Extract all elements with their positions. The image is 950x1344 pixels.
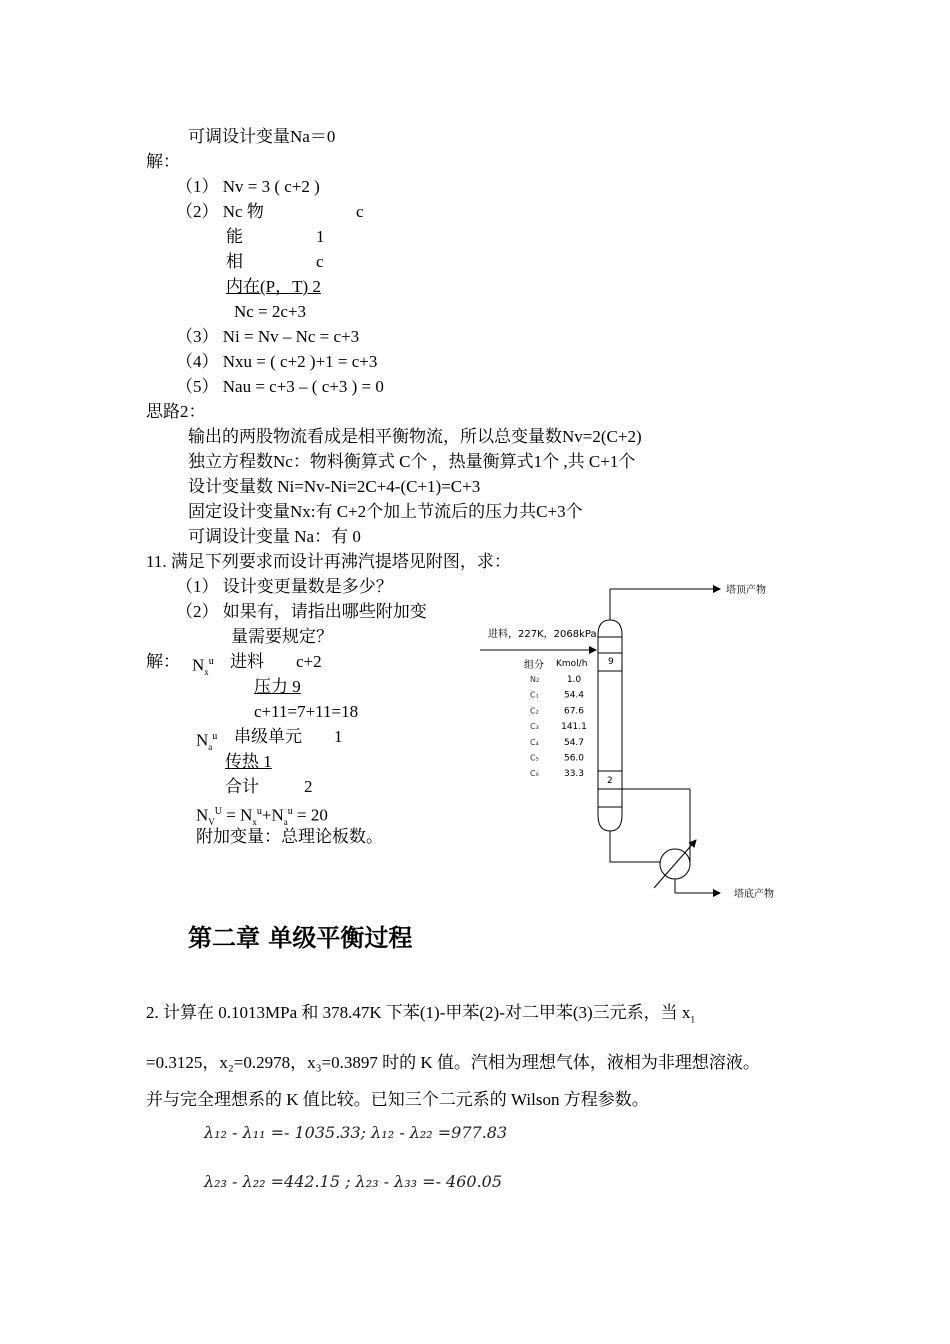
cascade-unit-label: 串级单元 xyxy=(234,727,302,746)
approach-line-2: 独立方程数Nc：物料衡算式 C个 ，热量衡算式1个 ,共 C+1个 xyxy=(188,452,636,471)
na-symbol: $N_a^u$ xyxy=(196,730,218,753)
wilson-equation-2: λ₂₃ - λ₂₂ =442.15 ; λ₂₃ - λ₃₃ =- 460.05 xyxy=(204,1172,503,1191)
component-flow: 141.1 xyxy=(561,722,587,733)
approach-2-label: 思路2： xyxy=(146,402,206,421)
problem-2-line-2: =0.3125，x₂=0.2978，x₃=0.3897 时的 K 值。汽相为理想气体，液相为非理想溶液。 xyxy=(146,1053,760,1072)
phase-value: c xyxy=(316,252,324,271)
component-name: C₄ xyxy=(530,737,539,747)
additional-variable: 附加变量：总理论板数。 xyxy=(196,827,383,846)
component-flow: 67.6 xyxy=(563,706,585,717)
component-name: C₁ xyxy=(530,690,539,700)
bottom-product-label: 塔底产物 xyxy=(734,889,774,900)
problem-2-line-1: 2. 计算在 0.1013MPa 和 378.47K 下苯(1)-甲苯(2)-对二甲苯(3)三元系，当 $x_1$ xyxy=(146,1003,695,1025)
feed-label: 进料 xyxy=(230,652,264,671)
chapter-title: 第二章 单级平衡过程 xyxy=(188,924,413,952)
pressure-line: 压力 9 xyxy=(254,677,301,696)
component-flow: 1.0 xyxy=(566,675,582,685)
component-header: 组分 xyxy=(524,660,544,671)
step-3: （3） Ni = Nv – Nc = c+3 xyxy=(176,327,360,346)
step-4: （4） Nxu = ( c+2 )+1 = c+3 xyxy=(176,352,378,371)
question-11: 11. 满足下列要求而设计再沸汽提塔见附图，求： xyxy=(146,552,511,571)
component-flow: 56.0 xyxy=(563,753,585,764)
question-11-part-1: （1） 设计变更量数是多少？ xyxy=(176,577,393,596)
composition-table xyxy=(530,675,587,779)
feed-condition-label: 进料，227K，2068kPa xyxy=(488,629,597,640)
approach-line-1: 输出的两股物流看成是相平衡物流，所以总变量数Nv=2(C+2) xyxy=(188,427,642,446)
approach-line-4: 固定设计变量Nx:有 C+2个加上节流后的压力共C+3个 xyxy=(188,502,583,521)
step-2-value: c xyxy=(356,202,364,221)
wilson-equation-1: λ₁₂ - λ₁₁ =- 1035.33; λ₁₂ - λ₂₂ =977.83 xyxy=(204,1123,508,1142)
component-name: C₅ xyxy=(530,753,539,763)
intrinsic-line: 内在(P，T) 2 xyxy=(226,277,321,296)
step-2: （2） Nc 物 xyxy=(176,202,264,221)
heat-transfer-line: 传热 1 xyxy=(225,752,272,771)
energy-value: 1 xyxy=(316,227,325,246)
total-label: 合计 xyxy=(225,777,259,796)
component-name: N₂ xyxy=(530,675,540,684)
total-value: 2 xyxy=(304,777,313,796)
nx-symbol: $N_x^u$ xyxy=(192,655,214,678)
cascade-unit-value: 1 xyxy=(334,727,343,746)
reboiled-stripper-diagram xyxy=(480,575,800,910)
component-flow: 54.7 xyxy=(563,737,585,748)
nv-total: $N_V^U = N_x^u+N_a^u = 20$ xyxy=(196,805,328,828)
phase-label: 相 xyxy=(226,252,243,271)
nx-sum: c+11=7+11=18 xyxy=(254,702,359,721)
problem-2-line-3: 并与完全理想系的 K 值比较。已知三个二元系的 Wilson 方程参数。 xyxy=(146,1090,649,1109)
approach-line-5: 可调设计变量 Na：有 0 xyxy=(188,527,361,546)
component-flow: 54.4 xyxy=(563,690,585,701)
component-flow: 33.3 xyxy=(563,769,585,780)
adjustable-design-variable-line: 可调设计变量Na＝0 xyxy=(188,127,336,146)
approach-line-3: 设计变量数 Ni=Nv-Ni=2C+4-(C+1)=C+3 xyxy=(188,477,481,496)
component-name: C₂ xyxy=(530,706,539,716)
component-name: C₃ xyxy=(530,722,539,732)
question-11-part-2a: （2） 如果有，请指出哪些附加变 xyxy=(176,602,427,621)
energy-label: 能 xyxy=(226,227,243,246)
nc-sum: Nc = 2c+3 xyxy=(234,302,307,321)
step-1: （1） Nv = 3 ( c+2 ) xyxy=(176,177,320,196)
feed-value: c+2 xyxy=(296,652,322,671)
solution-label: 解： xyxy=(146,152,180,171)
top-product-label: 塔顶产物 xyxy=(726,585,766,596)
solution-label-2: 解： xyxy=(146,652,180,671)
step-5: （5） Nau = c+3 – ( c+3 ) = 0 xyxy=(176,377,384,396)
stage-bottom-label: 2 xyxy=(607,776,613,786)
stage-top-label: 9 xyxy=(608,657,614,667)
question-11-part-2b: 量需要规定？ xyxy=(231,627,333,646)
flow-header: Kmol/h xyxy=(556,659,588,669)
component-name: C₆ xyxy=(530,769,539,779)
column-shell xyxy=(598,620,622,831)
